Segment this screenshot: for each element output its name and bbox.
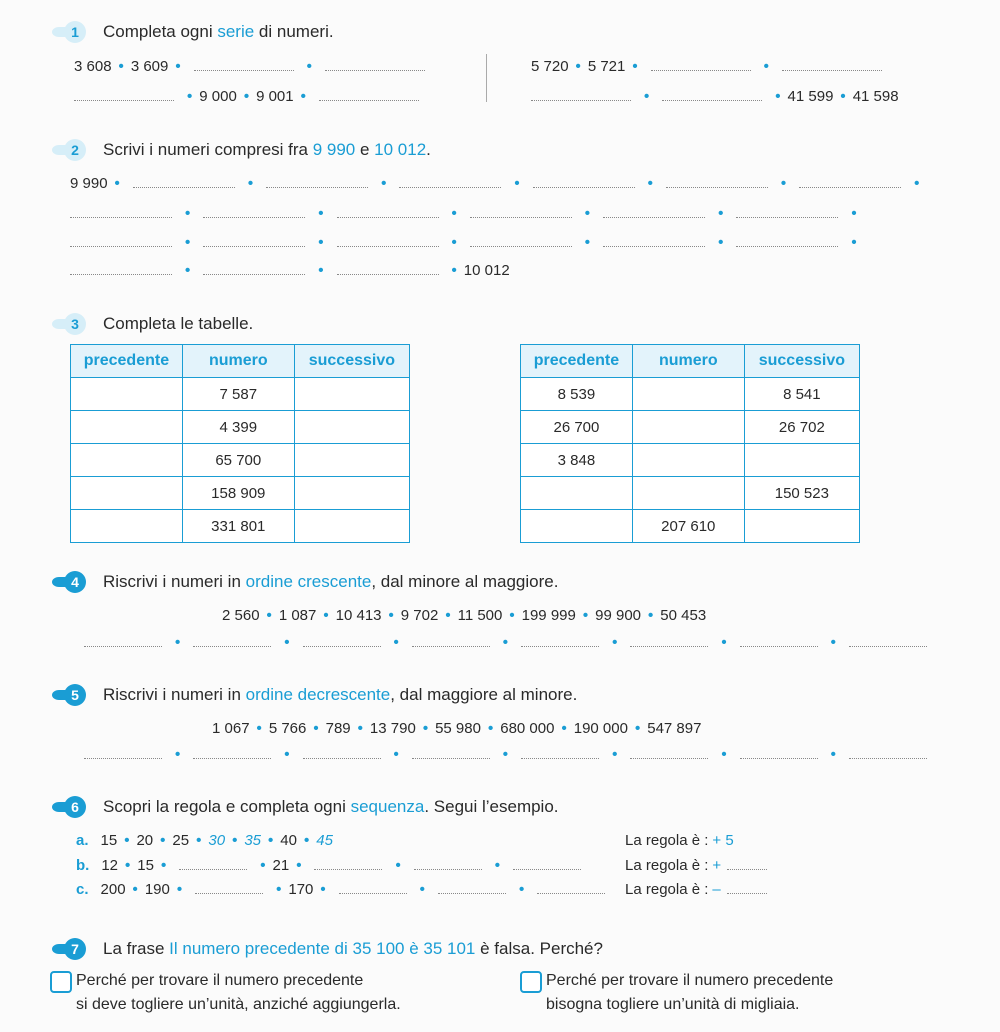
rule-a: La regola è : + 5: [625, 832, 734, 849]
answer-blank[interactable]: [412, 645, 490, 647]
answer-blank[interactable]: [194, 69, 294, 71]
header-numero: numero: [182, 345, 294, 378]
table-row: [71, 411, 410, 444]
answer-blank[interactable]: [337, 245, 439, 247]
answer-blank[interactable]: [736, 245, 838, 247]
table-row: [521, 378, 860, 411]
option-2-text: Perché per trovare il numero precedente bisogna togliere un’unità di migliaia.: [546, 972, 834, 1013]
answer-blank[interactable]: [399, 186, 501, 188]
cell-input[interactable]: [294, 411, 409, 444]
cell-value: 150 523: [744, 477, 859, 510]
answer-blank[interactable]: [84, 645, 162, 647]
answer-blank[interactable]: [531, 99, 631, 101]
cell-input[interactable]: [71, 444, 183, 477]
cell-input[interactable]: [521, 477, 633, 510]
header-precedente: precedente: [521, 345, 633, 378]
sequence-row-3: • • • • • •: [70, 234, 864, 251]
header-numero: numero: [632, 345, 744, 378]
sequence-b: b. 12 • 15 • • 21 • • •: [76, 857, 587, 874]
cell-value: 26 700: [521, 411, 633, 444]
cell-value: 3 848: [521, 444, 633, 477]
exercise-4-title: Riscrivi i numeri in ordine crescente, dal minore al maggiore.: [103, 572, 559, 591]
cell-value: 8 539: [521, 378, 633, 411]
rule-b: La regola è : +: [625, 857, 773, 874]
cell-input[interactable]: [71, 378, 183, 411]
cell-input[interactable]: [632, 378, 744, 411]
header-successivo: successivo: [744, 345, 859, 378]
sequence-row-1: 9 990 • • • • • • •: [70, 175, 920, 192]
header-successivo: successivo: [294, 345, 409, 378]
answer-blank[interactable]: [266, 186, 368, 188]
numbers-to-sort: 2 560 • 1 087 • 10 413 • 9 702 • 11 500 • 199 999 • 99 900 • 50 453: [222, 607, 707, 624]
cell-input[interactable]: [744, 510, 859, 543]
answer-blank[interactable]: [521, 757, 599, 759]
series-2-row: • 9 000 • 9 001 •: [74, 88, 425, 105]
exercise-6-title: Scopri la regola e completa ogni sequenza. Segui l’esempio.: [103, 797, 559, 816]
table-2: [520, 344, 860, 543]
exercise-7-title: La frase Il numero precedente di 35 100 è 35 101 è falsa. Perché?: [103, 939, 603, 958]
answer-blank[interactable]: [736, 216, 838, 218]
answer-blank[interactable]: [513, 868, 581, 870]
answer-blank[interactable]: [438, 892, 506, 894]
answer-blank[interactable]: [203, 273, 305, 275]
answer-blank[interactable]: [521, 645, 599, 647]
answer-blank[interactable]: [303, 645, 381, 647]
answer-blank[interactable]: [414, 868, 482, 870]
answer-blank[interactable]: [337, 273, 439, 275]
answer-blank[interactable]: [303, 757, 381, 759]
answer-blank[interactable]: [740, 645, 818, 647]
answer-blank[interactable]: [325, 69, 425, 71]
rule-c: La regola è : –: [625, 881, 773, 898]
exercise-3-title: Completa le tabelle.: [103, 314, 254, 333]
option-1-text: Perché per trovare il numero precedente si deve togliere un’unità, anziché aggiungerla.: [76, 972, 401, 1013]
table-row: [521, 411, 860, 444]
cell-input[interactable]: [294, 510, 409, 543]
answer-blank[interactable]: [537, 892, 605, 894]
series-3-row: 5 720 • 5 721 • •: [531, 58, 888, 75]
cell-input[interactable]: [294, 477, 409, 510]
answer-blank[interactable]: [319, 99, 419, 101]
answer-blank[interactable]: [740, 757, 818, 759]
answer-blank[interactable]: [630, 645, 708, 647]
answer-blank[interactable]: [470, 245, 572, 247]
answer-blank[interactable]: [799, 186, 901, 188]
table-row: [71, 378, 410, 411]
answer-blank[interactable]: [314, 868, 382, 870]
cell-input[interactable]: [744, 444, 859, 477]
cell-value: 207 610: [632, 510, 744, 543]
answer-blank[interactable]: [412, 757, 490, 759]
cell-input[interactable]: [632, 411, 744, 444]
table-row: [71, 510, 410, 543]
answer-blank[interactable]: [782, 69, 882, 71]
rule-blank[interactable]: [727, 892, 767, 894]
header-precedente: precedente: [71, 345, 183, 378]
cell-value: 65 700: [182, 444, 294, 477]
exercise-5-badge: 5: [64, 684, 86, 706]
answer-blank[interactable]: [666, 186, 768, 188]
exercise-7-badge: 7: [64, 938, 86, 960]
cell-input[interactable]: [71, 411, 183, 444]
cell-value: 331 801: [182, 510, 294, 543]
exercise-1-badge: 1: [64, 21, 86, 43]
answer-blank[interactable]: [70, 273, 172, 275]
cell-value: 7 587: [182, 378, 294, 411]
exercise-3-badge: 3: [64, 313, 86, 335]
answer-blank[interactable]: [470, 216, 572, 218]
answer-blank[interactable]: [662, 99, 762, 101]
answer-blank[interactable]: [70, 245, 172, 247]
cell-value: 26 702: [744, 411, 859, 444]
sequence-row-2: • • • • • •: [70, 205, 864, 222]
sequence-c: c. 200 • 190 • • 170 • • •: [76, 881, 611, 898]
series-4-row: • • 41 599 • 41 598: [531, 88, 899, 105]
table-row: [71, 444, 410, 477]
answer-row: • • • • • • •: [84, 746, 933, 763]
divider: [486, 54, 487, 102]
answer-blank[interactable]: [339, 892, 407, 894]
cell-input[interactable]: [71, 477, 183, 510]
answer-blank[interactable]: [603, 245, 705, 247]
answer-blank[interactable]: [74, 99, 174, 101]
sequence-row-4: • • • 10 012: [70, 262, 510, 279]
option-1-checkbox[interactable]: [50, 971, 72, 993]
answer-blank[interactable]: [84, 757, 162, 759]
cell-input[interactable]: [632, 477, 744, 510]
cell-value: 158 909: [182, 477, 294, 510]
exercise-2-title: Scrivi i numeri compresi fra 9 990 e 10 012.: [103, 140, 431, 159]
exercise-6-badge: 6: [64, 796, 86, 818]
answer-blank[interactable]: [849, 757, 927, 759]
answer-blank[interactable]: [70, 216, 172, 218]
answer-blank[interactable]: [203, 216, 305, 218]
option-2-checkbox[interactable]: [520, 971, 542, 993]
answer-blank[interactable]: [179, 868, 247, 870]
sequence-a: a. 15 • 20 • 25 • 30 • 35 • 40 • 45: [76, 832, 333, 849]
numbers-to-sort: 1 067 • 5 766 • 789 • 13 790 • 55 980 • 680 000 • 190 000 • 547 897: [212, 720, 702, 737]
cell-input[interactable]: [521, 510, 633, 543]
answer-blank[interactable]: [603, 216, 705, 218]
exercise-5-title: Riscrivi i numeri in ordine decrescente, dal maggiore al minore.: [103, 685, 578, 704]
answer-blank[interactable]: [849, 645, 927, 647]
answer-row: • • • • • • •: [84, 634, 933, 651]
answer-blank[interactable]: [133, 186, 235, 188]
table-row: [521, 477, 860, 510]
table-1: [70, 344, 410, 543]
cell-input[interactable]: [632, 444, 744, 477]
table-row: [521, 444, 860, 477]
cell-value: 8 541: [744, 378, 859, 411]
answer-blank[interactable]: [203, 245, 305, 247]
cell-value: 4 399: [182, 411, 294, 444]
answer-blank[interactable]: [651, 69, 751, 71]
answer-blank[interactable]: [195, 892, 263, 894]
cell-input[interactable]: [294, 444, 409, 477]
answer-blank[interactable]: [193, 645, 271, 647]
exercise-4-badge: 4: [64, 571, 86, 593]
answer-blank[interactable]: [533, 186, 635, 188]
cell-input[interactable]: [294, 378, 409, 411]
answer-blank[interactable]: [193, 757, 271, 759]
cell-input[interactable]: [71, 510, 183, 543]
rule-blank[interactable]: [727, 868, 767, 870]
series-1-row: 3 608 • 3 609 • •: [74, 58, 431, 75]
answer-blank[interactable]: [337, 216, 439, 218]
answer-blank[interactable]: [630, 757, 708, 759]
exercise-1-title: Completa ogni serie di numeri.: [103, 22, 334, 41]
exercise-2-badge: 2: [64, 139, 86, 161]
table-row: [521, 510, 860, 543]
table-row: [71, 477, 410, 510]
